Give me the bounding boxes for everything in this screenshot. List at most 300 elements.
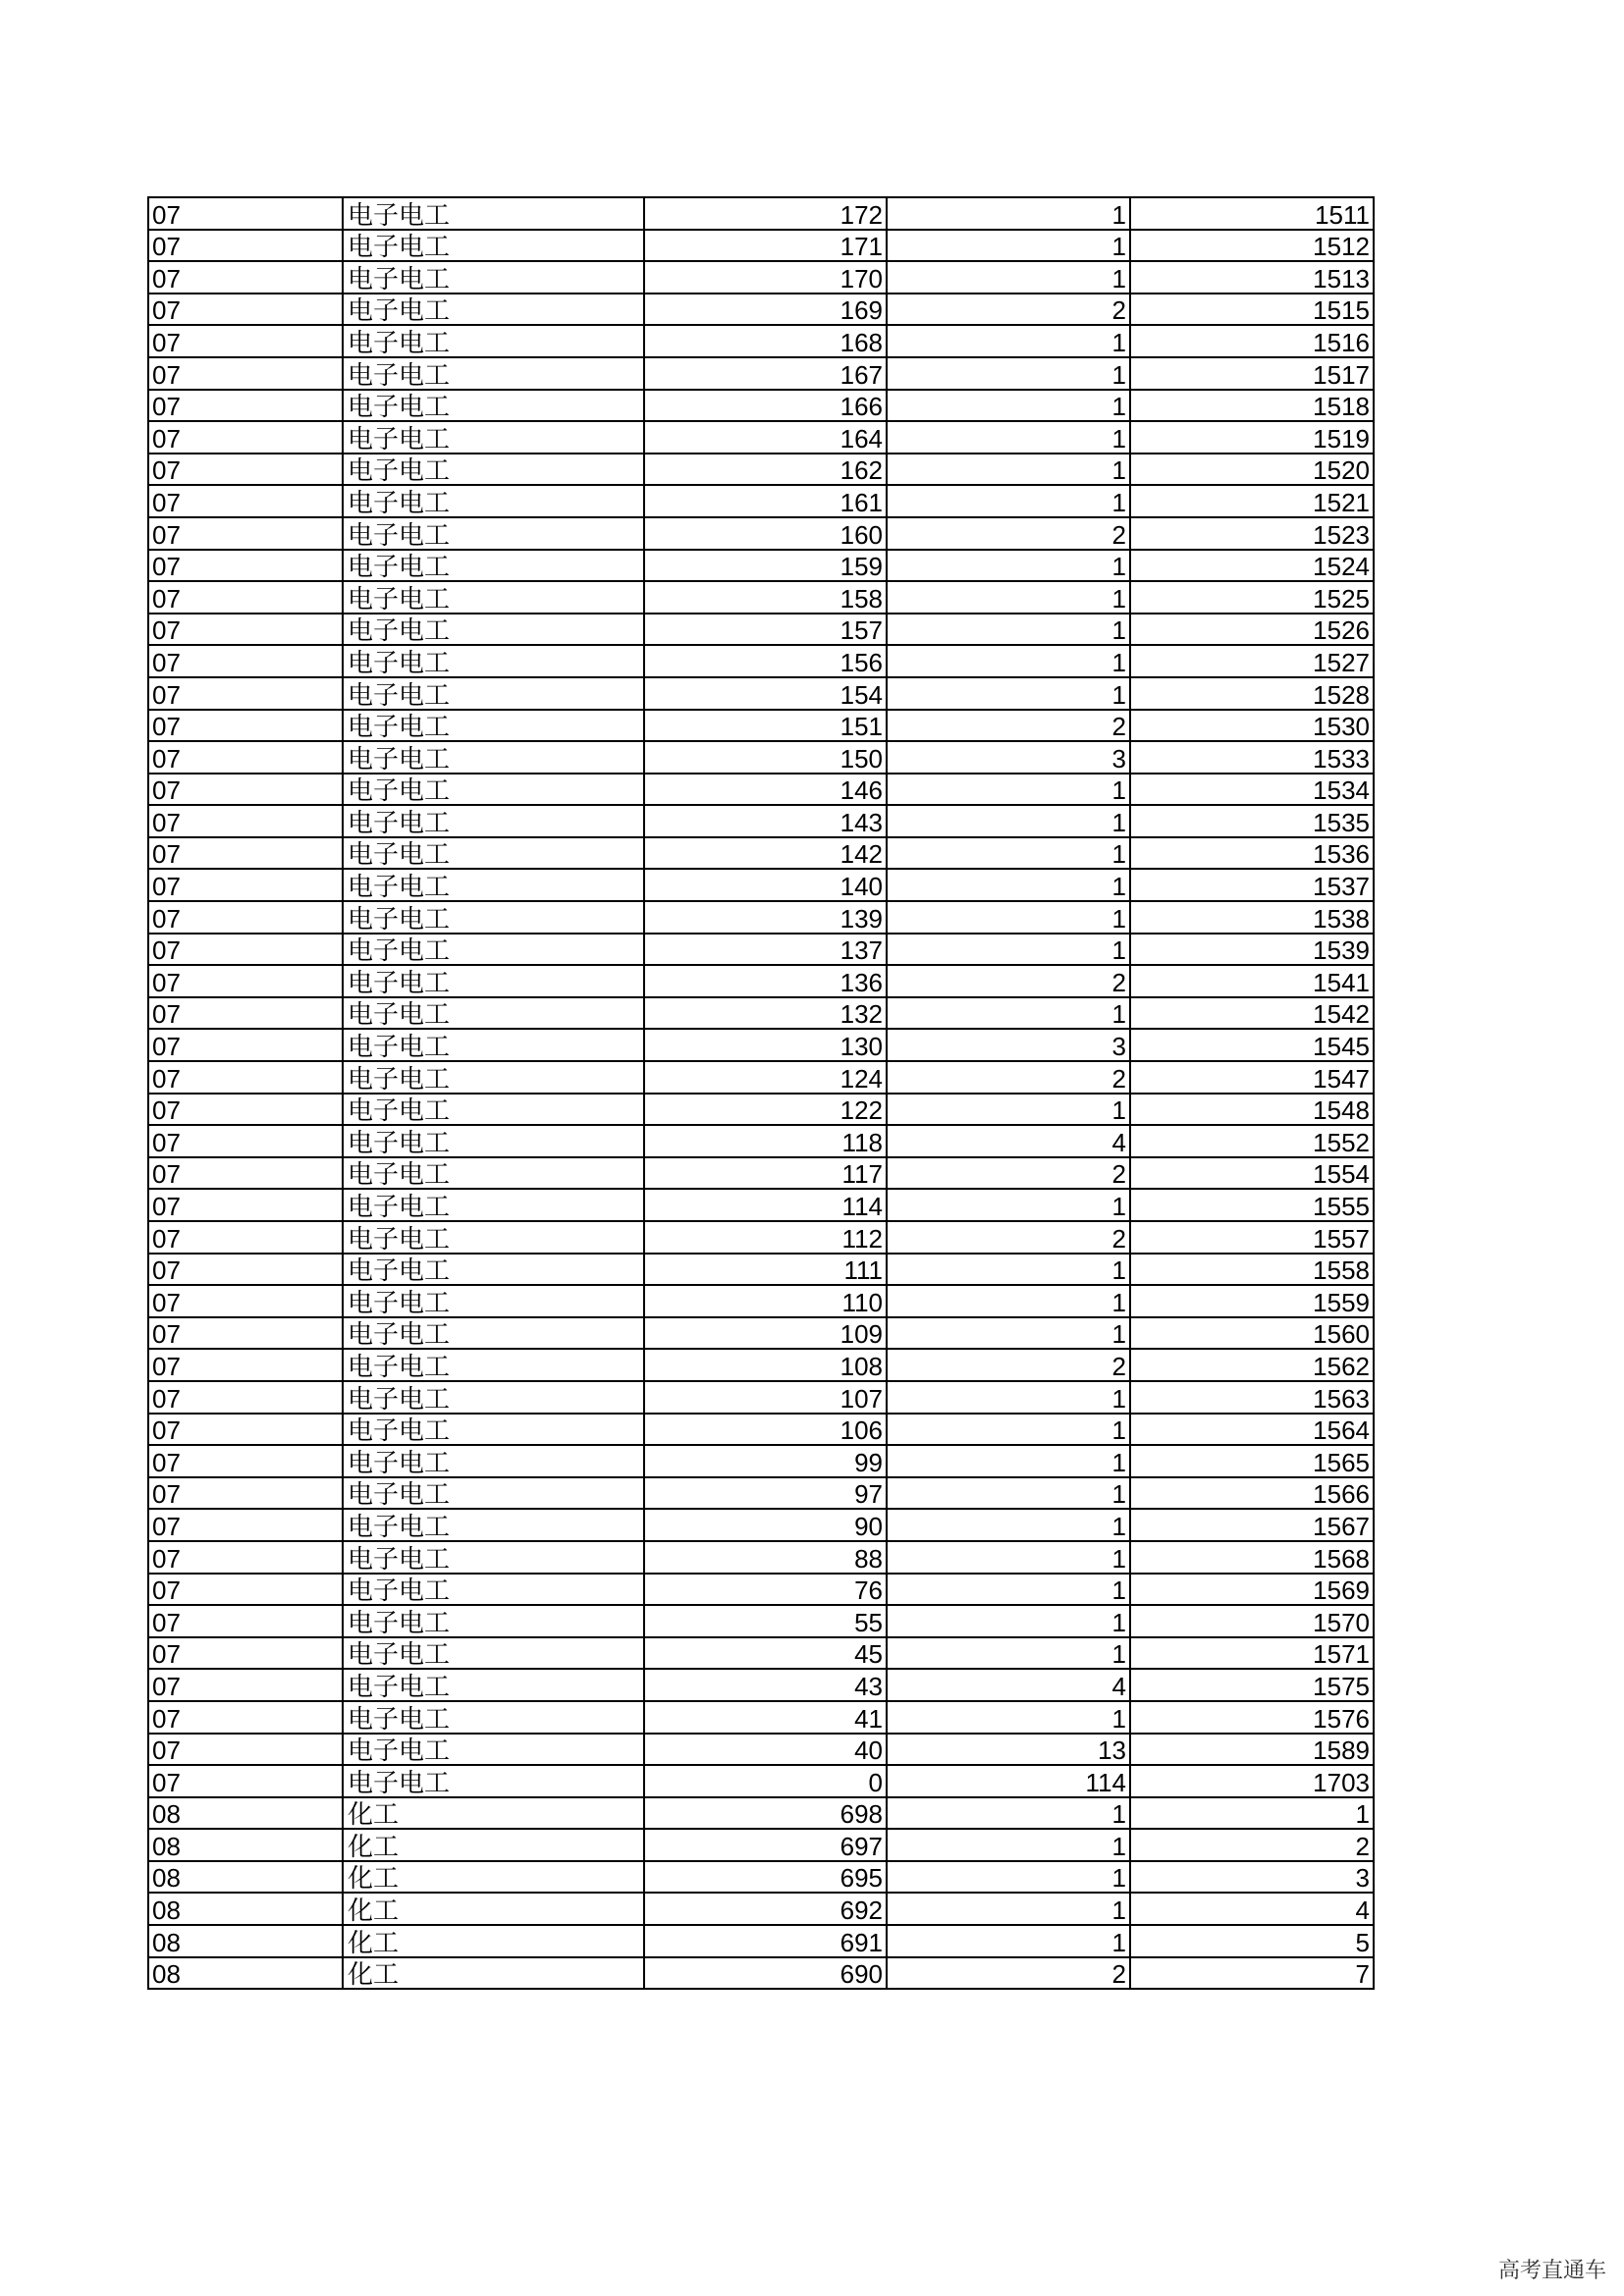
cumulative-count-cell: 1534 [1130,774,1374,806]
count-cell: 1 [887,1381,1130,1414]
count-cell: 2 [887,1157,1130,1190]
cumulative-count-cell: 2 [1130,1829,1374,1861]
category-code-cell: 07 [148,997,343,1030]
cumulative-count-cell: 1528 [1130,677,1374,710]
score-cell: 43 [644,1669,887,1701]
cumulative-count-cell: 1516 [1130,325,1374,357]
score-cell: 161 [644,485,887,517]
subject-name-cell: 电子电工 [343,1349,644,1381]
count-cell: 1 [887,677,1130,710]
count-cell: 1 [887,1829,1130,1861]
category-code-cell: 07 [148,1349,343,1381]
table-row [148,1125,1374,1157]
score-cell: 124 [644,1061,887,1094]
count-cell: 2 [887,517,1130,550]
cumulative-count-cell: 1523 [1130,517,1374,550]
category-code-cell: 07 [148,837,343,870]
score-cell: 142 [644,837,887,870]
subject-name-cell: 化工 [343,1829,644,1861]
score-cell: 690 [644,1957,887,1990]
subject-name-cell: 电子电工 [343,357,644,390]
score-cell: 692 [644,1893,887,1925]
subject-name-cell: 电子电工 [343,1765,644,1797]
category-code-cell: 07 [148,261,343,294]
cumulative-count-cell: 1560 [1130,1317,1374,1350]
cumulative-count-cell: 1589 [1130,1734,1374,1766]
score-cell: 45 [644,1637,887,1670]
count-cell: 1 [887,357,1130,390]
count-cell: 1 [887,774,1130,806]
table-row [148,1893,1374,1925]
table-row [148,1381,1374,1414]
count-cell: 1 [887,869,1130,901]
category-code-cell: 07 [148,517,343,550]
cumulative-count-cell: 1530 [1130,710,1374,742]
table-row [148,261,1374,294]
subject-name-cell: 电子电工 [343,261,644,294]
cumulative-count-cell: 1524 [1130,550,1374,582]
count-cell: 1 [887,1893,1130,1925]
cumulative-count-cell: 1518 [1130,390,1374,422]
table-row [148,357,1374,390]
score-cell: 132 [644,997,887,1030]
table-row [148,294,1374,326]
score-cell: 97 [644,1477,887,1510]
score-cell: 168 [644,325,887,357]
table-row [148,1285,1374,1317]
score-cell: 136 [644,965,887,997]
score-cell: 154 [644,677,887,710]
score-cell: 90 [644,1509,887,1541]
count-cell: 114 [887,1765,1130,1797]
count-cell: 1 [887,1605,1130,1637]
category-code-cell: 07 [148,1701,343,1734]
score-cell: 88 [644,1541,887,1574]
subject-name-cell: 电子电工 [343,1605,644,1637]
subject-name-cell: 电子电工 [343,710,644,742]
count-cell: 1 [887,1254,1130,1286]
category-code-cell: 07 [148,1637,343,1670]
score-cell: 117 [644,1157,887,1190]
score-cell: 0 [644,1765,887,1797]
score-cell: 160 [644,517,887,550]
table-row [148,517,1374,550]
count-cell: 1 [887,1094,1130,1126]
table-row [148,1541,1374,1574]
cumulative-count-cell: 1571 [1130,1637,1374,1670]
table-row [148,1669,1374,1701]
subject-name-cell: 电子电工 [343,454,644,486]
count-cell: 1 [887,1541,1130,1574]
score-cell: 140 [644,869,887,901]
subject-name-cell: 电子电工 [343,1669,644,1701]
subject-name-cell: 电子电工 [343,1094,644,1126]
count-cell: 1 [887,581,1130,614]
cumulative-count-cell: 1562 [1130,1349,1374,1381]
table-row [148,1157,1374,1190]
category-code-cell: 07 [148,1381,343,1414]
subject-name-cell: 电子电工 [343,614,644,646]
cumulative-count-cell: 1521 [1130,485,1374,517]
cumulative-count-cell: 1569 [1130,1574,1374,1606]
cumulative-count-cell: 7 [1130,1957,1374,1990]
table-row [148,390,1374,422]
table-row [148,677,1374,710]
count-cell: 1 [887,1445,1130,1477]
category-code-cell: 07 [148,581,343,614]
category-code-cell: 07 [148,645,343,677]
category-code-cell: 08 [148,1925,343,1957]
category-code-cell: 07 [148,1221,343,1254]
table-row [148,485,1374,517]
subject-name-cell: 电子电工 [343,230,644,262]
subject-name-cell: 电子电工 [343,1509,644,1541]
score-cell: 158 [644,581,887,614]
category-code-cell: 07 [148,1094,343,1126]
category-code-cell: 07 [148,230,343,262]
count-cell: 13 [887,1734,1130,1766]
subject-name-cell: 电子电工 [343,901,644,934]
count-cell: 1 [887,837,1130,870]
subject-name-cell: 电子电工 [343,1734,644,1766]
cumulative-count-cell: 4 [1130,1893,1374,1925]
category-code-cell: 07 [148,197,343,230]
subject-name-cell: 电子电工 [343,645,644,677]
cumulative-count-cell: 1703 [1130,1765,1374,1797]
count-cell: 1 [887,1477,1130,1510]
subject-name-cell: 电子电工 [343,869,644,901]
count-cell: 1 [887,1189,1130,1221]
score-cell: 157 [644,614,887,646]
table-row [148,614,1374,646]
score-cell: 162 [644,454,887,486]
score-cell: 111 [644,1254,887,1286]
score-cell: 114 [644,1189,887,1221]
category-code-cell: 08 [148,1893,343,1925]
cumulative-count-cell: 1575 [1130,1669,1374,1701]
subject-name-cell: 电子电工 [343,1477,644,1510]
score-cell: 110 [644,1285,887,1317]
category-code-cell: 08 [148,1957,343,1990]
score-cell: 172 [644,197,887,230]
table-row [148,1221,1374,1254]
category-code-cell: 07 [148,677,343,710]
category-code-cell: 07 [148,1061,343,1094]
count-cell: 1 [887,934,1130,966]
table-row [148,1349,1374,1381]
count-cell: 1 [887,997,1130,1030]
cumulative-count-cell: 1 [1130,1797,1374,1830]
table-row [148,1701,1374,1734]
table-row [148,1029,1374,1061]
cumulative-count-cell: 1533 [1130,741,1374,774]
count-cell: 1 [887,1797,1130,1830]
table-row [148,901,1374,934]
cumulative-count-cell: 1554 [1130,1157,1374,1190]
cumulative-count-cell: 1541 [1130,965,1374,997]
category-code-cell: 07 [148,1157,343,1190]
score-cell: 169 [644,294,887,326]
count-cell: 3 [887,1029,1130,1061]
category-code-cell: 07 [148,1574,343,1606]
count-cell: 2 [887,1349,1130,1381]
score-cell: 164 [644,421,887,454]
subject-name-cell: 电子电工 [343,550,644,582]
subject-name-cell: 电子电工 [343,325,644,357]
subject-name-cell: 电子电工 [343,1189,644,1221]
cumulative-count-cell: 1557 [1130,1221,1374,1254]
count-cell: 1 [887,614,1130,646]
subject-name-cell: 电子电工 [343,1029,644,1061]
cumulative-count-cell: 1539 [1130,934,1374,966]
category-code-cell: 07 [148,774,343,806]
watermark-text: 高考直通车 [1497,2259,1606,2283]
table-row [148,1477,1374,1510]
count-cell: 1 [887,485,1130,517]
score-cell: 151 [644,710,887,742]
score-cell: 107 [644,1381,887,1414]
table-row [148,1861,1374,1894]
count-cell: 1 [887,550,1130,582]
category-code-cell: 07 [148,1541,343,1574]
table-row [148,1414,1374,1446]
table-row [148,997,1374,1030]
category-code-cell: 08 [148,1829,343,1861]
cumulative-count-cell: 1520 [1130,454,1374,486]
table-row [148,837,1374,870]
cumulative-count-cell: 1512 [1130,230,1374,262]
score-cell: 112 [644,1221,887,1254]
subject-name-cell: 电子电工 [343,774,644,806]
category-code-cell: 07 [148,454,343,486]
table-row [148,805,1374,837]
cumulative-count-cell: 1576 [1130,1701,1374,1734]
count-cell: 1 [887,325,1130,357]
subject-name-cell: 电子电工 [343,1445,644,1477]
cumulative-count-cell: 3 [1130,1861,1374,1894]
category-code-cell: 07 [148,1189,343,1221]
table-row [148,550,1374,582]
cumulative-count-cell: 1548 [1130,1094,1374,1126]
subject-name-cell: 电子电工 [343,1414,644,1446]
cumulative-count-cell: 1536 [1130,837,1374,870]
table-row [148,645,1374,677]
category-code-cell: 07 [148,1477,343,1510]
count-cell: 2 [887,1061,1130,1094]
score-cell: 150 [644,741,887,774]
cumulative-count-cell: 1555 [1130,1189,1374,1221]
table-row [148,1317,1374,1350]
table-row [148,965,1374,997]
category-code-cell: 08 [148,1861,343,1894]
subject-name-cell: 电子电工 [343,421,644,454]
cumulative-count-cell: 1567 [1130,1509,1374,1541]
score-cell: 139 [644,901,887,934]
category-code-cell: 07 [148,1445,343,1477]
score-cell: 76 [644,1574,887,1606]
subject-name-cell: 电子电工 [343,1381,644,1414]
subject-name-cell: 电子电工 [343,1125,644,1157]
count-cell: 1 [887,1925,1130,1957]
table-row [148,1605,1374,1637]
cumulative-count-cell: 1564 [1130,1414,1374,1446]
subject-name-cell: 电子电工 [343,390,644,422]
category-code-cell: 07 [148,1765,343,1797]
category-code-cell: 07 [148,869,343,901]
category-code-cell: 07 [148,1317,343,1350]
score-cell: 40 [644,1734,887,1766]
score-cell: 99 [644,1445,887,1477]
cumulative-count-cell: 1545 [1130,1029,1374,1061]
subject-name-cell: 电子电工 [343,1221,644,1254]
subject-name-cell: 电子电工 [343,1317,644,1350]
table-row [148,197,1374,230]
count-cell: 2 [887,1221,1130,1254]
subject-name-cell: 电子电工 [343,837,644,870]
subject-name-cell: 电子电工 [343,197,644,230]
table-row [148,1509,1374,1541]
category-code-cell: 07 [148,550,343,582]
count-cell: 1 [887,197,1130,230]
score-cell: 137 [644,934,887,966]
count-cell: 1 [887,805,1130,837]
category-code-cell: 07 [148,421,343,454]
score-cell: 130 [644,1029,887,1061]
table-row [148,1765,1374,1797]
subject-name-cell: 电子电工 [343,485,644,517]
table-row [148,1637,1374,1670]
cumulative-count-cell: 5 [1130,1925,1374,1957]
table-row [148,1797,1374,1830]
category-code-cell: 07 [148,1509,343,1541]
score-cell: 41 [644,1701,887,1734]
count-cell: 1 [887,421,1130,454]
score-cell: 171 [644,230,887,262]
cumulative-count-cell: 1519 [1130,421,1374,454]
table-row [148,1925,1374,1957]
subject-name-cell: 电子电工 [343,1637,644,1670]
category-code-cell: 07 [148,614,343,646]
category-code-cell: 07 [148,357,343,390]
count-cell: 1 [887,1574,1130,1606]
cumulative-count-cell: 1566 [1130,1477,1374,1510]
cumulative-count-cell: 1527 [1130,645,1374,677]
count-cell: 4 [887,1669,1130,1701]
table-row [148,1094,1374,1126]
score-cell: 695 [644,1861,887,1894]
subject-name-cell: 电子电工 [343,677,644,710]
subject-name-cell: 电子电工 [343,581,644,614]
category-code-cell: 07 [148,1414,343,1446]
score-table [147,196,1375,1990]
count-cell: 1 [887,261,1130,294]
table-row [148,1957,1374,1990]
table-row [148,1734,1374,1766]
table-row [148,934,1374,966]
cumulative-count-cell: 1547 [1130,1061,1374,1094]
subject-name-cell: 化工 [343,1925,644,1957]
subject-name-cell: 电子电工 [343,294,644,326]
count-cell: 2 [887,1957,1130,1990]
category-code-cell: 07 [148,934,343,966]
subject-name-cell: 电子电工 [343,517,644,550]
count-cell: 1 [887,901,1130,934]
cumulative-count-cell: 1559 [1130,1285,1374,1317]
score-cell: 118 [644,1125,887,1157]
table-row [148,421,1374,454]
score-cell: 109 [644,1317,887,1350]
cumulative-count-cell: 1513 [1130,261,1374,294]
table-row [148,230,1374,262]
cumulative-count-cell: 1535 [1130,805,1374,837]
subject-name-cell: 化工 [343,1861,644,1894]
score-table-body [148,197,1374,1989]
cumulative-count-cell: 1515 [1130,294,1374,326]
score-cell: 159 [644,550,887,582]
table-row [148,1445,1374,1477]
subject-name-cell: 电子电工 [343,965,644,997]
cumulative-count-cell: 1542 [1130,997,1374,1030]
table-row [148,1061,1374,1094]
subject-name-cell: 电子电工 [343,1061,644,1094]
table-row [148,774,1374,806]
category-code-cell: 07 [148,390,343,422]
category-code-cell: 07 [148,325,343,357]
category-code-cell: 07 [148,294,343,326]
count-cell: 1 [887,1701,1130,1734]
count-cell: 1 [887,454,1130,486]
category-code-cell: 07 [148,901,343,934]
count-cell: 1 [887,390,1130,422]
table-row [148,454,1374,486]
score-cell: 122 [644,1094,887,1126]
subject-name-cell: 电子电工 [343,1574,644,1606]
subject-name-cell: 电子电工 [343,1541,644,1574]
category-code-cell: 07 [148,1254,343,1286]
category-code-cell: 07 [148,1285,343,1317]
count-cell: 1 [887,1317,1130,1350]
score-cell: 166 [644,390,887,422]
count-cell: 1 [887,1861,1130,1894]
category-code-cell: 07 [148,1125,343,1157]
score-cell: 146 [644,774,887,806]
count-cell: 2 [887,965,1130,997]
cumulative-count-cell: 1558 [1130,1254,1374,1286]
category-code-cell: 07 [148,1734,343,1766]
subject-name-cell: 电子电工 [343,805,644,837]
score-cell: 698 [644,1797,887,1830]
cumulative-count-cell: 1538 [1130,901,1374,934]
cumulative-count-cell: 1526 [1130,614,1374,646]
count-cell: 1 [887,1509,1130,1541]
count-cell: 1 [887,1285,1130,1317]
score-cell: 170 [644,261,887,294]
score-cell: 697 [644,1829,887,1861]
category-code-cell: 07 [148,965,343,997]
cumulative-count-cell: 1563 [1130,1381,1374,1414]
count-cell: 1 [887,645,1130,677]
category-code-cell: 07 [148,710,343,742]
cumulative-count-cell: 1517 [1130,357,1374,390]
category-code-cell: 07 [148,805,343,837]
count-cell: 2 [887,294,1130,326]
count-cell: 3 [887,741,1130,774]
subject-name-cell: 化工 [343,1957,644,1990]
count-cell: 2 [887,710,1130,742]
table-row [148,710,1374,742]
table-row [148,581,1374,614]
count-cell: 4 [887,1125,1130,1157]
